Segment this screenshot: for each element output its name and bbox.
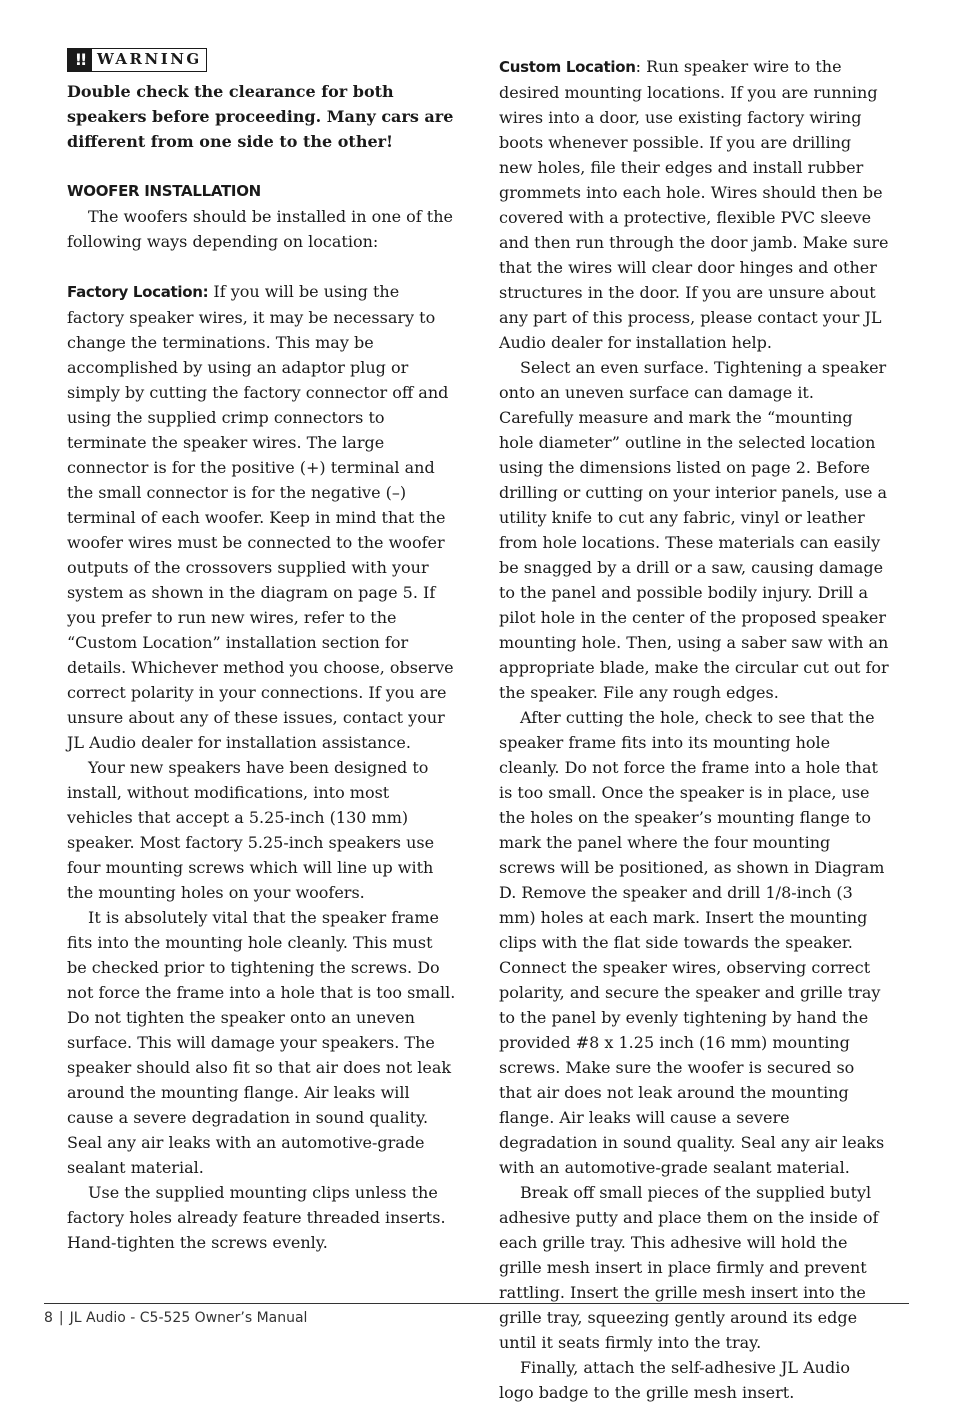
custom-location-label: Custom Location	[499, 58, 636, 76]
warning-badge	[67, 48, 207, 72]
body-paragraph: Finally, attach the self-adhesive JL Audio logo badge to the grille mesh insert.	[499, 1358, 850, 1402]
warning-icon: !!	[68, 49, 92, 71]
page-footer	[44, 1310, 307, 1326]
left-column	[67, 47, 457, 1255]
body-paragraph: Your new speakers have been designed to install, without modifications, into most vehicles that accept a 5.25-inch (130 mm) speaker. Most factory 5.25-inch speakers use four mounting screws which will line up with the mounting holes on your woofers.	[67, 757, 435, 902]
body-paragraph: Use the supplied mounting clips unless the factory holes already feature threaded inserts. Hand-tighten the screws evenly.	[67, 1182, 446, 1252]
page-number: 8	[44, 1310, 53, 1326]
footer-separator: |	[58, 1310, 64, 1326]
body-paragraph: Select an even surface. Tightening a speaker onto an uneven surface can damage it. Carefully measure and mark the “mounting hole diameter” outline in the selected location using the dimensions listed on page 2. Before drilling or cutting on your interior panels, use a utility knife to cut any fabric, vinyl or leather from hole locations. These materials can easily be snagged by a drill or a saw, causing damage to the panel and possible bodily injury. Drill a pilot hole in the center of the proposed speaker mounting hole. Then, using a saber saw with an appropriate blade, make the circular cut out for the speaker. File any rough edges.	[499, 358, 889, 702]
warning-text: Double check the clearance for both speakers before proceeding. Many cars are different from one side to the other!	[67, 81, 454, 151]
footer-rule	[44, 1303, 909, 1304]
custom-location-text: : Run speaker wire to the desired mounting locations. If you are running wires into a door, use existing factory wiring boots whenever possible. If you are drilling new holes, file their edges and install rubber grommets into each hole. Wires should then be covered with a protective, flexible PVC sleeve and then run through the door jamb. Make sure that the wires will clear door hinges and other structures in the door. If you are unsure about any part of this process, please contact your JL Audio dealer for installation help.	[499, 57, 889, 352]
right-column	[499, 54, 889, 1405]
warning-label: WARNING	[97, 50, 202, 68]
factory-location-label: Factory Location:	[67, 282, 209, 301]
custom-location-paragraph	[499, 54, 889, 355]
body-paragraph: It is absolutely vital that the speaker frame fits into the mounting hole cleanly. This must be checked prior to tightening the screws. Do not force the frame into a hole that is too small. Do not tighten the speaker onto an uneven surface. This will damage your speakers. The speaker should also fit so that air does not leak around the mounting flange. Air leaks will cause a severe degradation in sound quality. Seal any air leaks with an automotive-grade sealant material.	[67, 907, 456, 1177]
factory-location-paragraph	[67, 279, 457, 755]
section-heading: WOOFER INSTALLATION	[67, 181, 261, 200]
footer-title: JL Audio - C5-525 Owner’s Manual	[69, 1310, 308, 1326]
intro-paragraph: The woofers should be installed in one of the following ways depending on location:	[67, 206, 453, 251]
body-paragraph: After cutting the hole, check to see that the speaker frame fits into its mounting hole cleanly. Do not force the frame into a hole that is too small. Once the speaker is in place, use the holes on the speaker’s mounting flange to mark the panel where the four mounting screws will be positioned, as shown in Diagram D. Remove the speaker and drill 1/8-inch (3 mm) holes at each mark. Insert the mounting clips with the flat side towards the speaker. Connect the speaker wires, observing correct polarity, and secure the speaker and grille tray to the panel by evenly tightening by hand the provided #8 x 1.25 inch (16 mm) mounting screws. Make sure the woofer is secured so that air does not leak around the mounting flange. Air leaks will cause a severe degradation in sound quality. Seal any air leaks with an automotive-grade sealant material.	[499, 708, 885, 1177]
factory-location-text: If you will be using the factory speaker wires, it may be necessary to change the terminations. This may be accomplished by using an adaptor plug or simply by cutting the factory connector off and using the supplied crimp connectors to terminate the speaker wires. The large connector is for the positive (+) terminal and the small connector is for the negative (–) terminal of each woofer. Keep in mind that the woofer wires must be connected to the woofer outputs of the crossovers supplied with your system as shown in the diagram on page 5. If you prefer to run new wires, refer to the “Custom Location” installation section for details. Whichever method you choose, observe correct polarity in your connections. If you are unsure about any of these issues, contact your JL Audio dealer for installation assistance.	[67, 281, 454, 752]
body-paragraph: Break off small pieces of the supplied butyl adhesive putty and place them on the inside of each grille tray. This adhesive will hold the grille mesh insert in place firmly and prevent rattling. Insert the grille mesh insert into the grille tray, squeezing gently around its edge until it seats firmly into the tray.	[499, 1183, 879, 1352]
